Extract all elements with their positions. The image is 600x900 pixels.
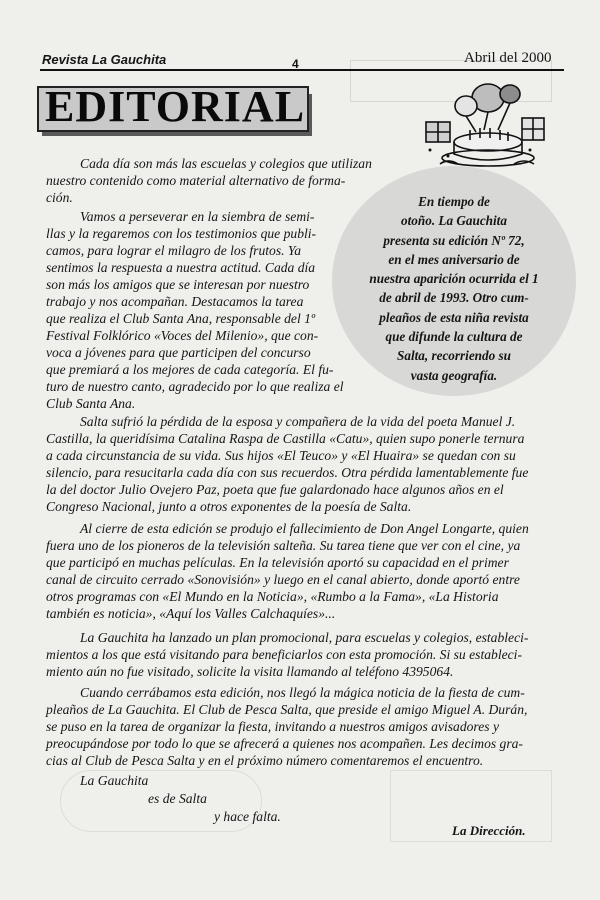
body-line: fuera uno de los pioneros de la televisión salteña. Su tarea tiene que ver con el cine, ya [46, 538, 521, 553]
sidebar-line: en el mes aniversario de [388, 251, 520, 267]
closing-line: La Gauchita [80, 773, 149, 788]
body-line: se puso en la tarea de organizar la fiesta, invitando a nuestros amigos avisadores y [46, 719, 499, 734]
body-line: nuestro contenido como material alternativo de forma- [46, 173, 346, 188]
body-line: la del doctor Julio Ovejero Paz, poeta que fue galardonado hace algunos años en el [46, 482, 504, 497]
body-line: voca a jóvenes para que participen del concurso [46, 345, 311, 360]
body-line: ción. [46, 190, 73, 205]
issue-date: Abril del 2000 [464, 50, 552, 66]
closing-line: y hace falta. [214, 809, 281, 824]
header-rule [40, 69, 564, 71]
body-line: también es noticia», «Aquí los Valles Calchaquíes»... [46, 606, 336, 621]
body-line: Festival Folklórico «Voces del Milenio», que con- [46, 328, 319, 343]
body-line: que premiará a los mejores de cada categoría. El fu- [46, 362, 334, 377]
body-line: son más los amigos que se interesan por nuestro [46, 277, 310, 292]
sidebar-line: pleaños de esta niña revista [379, 309, 529, 325]
body-line: Vamos a perseverar en la siembra de semi- [80, 209, 315, 224]
closing-line: es de Salta [148, 791, 207, 806]
body-line: que participó en muchas películas. En la televisión aportó su capacidad en el primer [46, 555, 509, 570]
body-line: preocupándose por todo lo que se afrecerá a quienes nos acompañen. Les decimos gra- [46, 736, 523, 751]
body-line: Salta sufrió la pérdida de la esposa y compañera de la vida del poeta Manuel J. [80, 414, 516, 429]
birthday-cake-icon [418, 80, 550, 168]
sidebar-line: que difunde la cultura de [385, 329, 523, 345]
body-line: Castilla, la queridísima Catalina Raspa de Castilla «Catu», quien supo ponerle ternura [46, 431, 525, 446]
page-number: 4 [292, 57, 299, 71]
signature: La Dirección. [452, 823, 526, 838]
body-line: llas y la regaremos con los testimonios que publi- [46, 226, 317, 241]
page-title: EDITORIAL [45, 82, 306, 131]
body-line: Cuando cerrábamos esta edición, nos llegó la mágica noticia de la fiesta de cum- [80, 685, 525, 700]
body-line: Cada día son más las escuelas y colegios que utilizan [80, 156, 372, 171]
sidebar-line: Salta, recorriendo su [397, 348, 511, 364]
body-line: silencio, para resucitarla cada día con sus recuerdos. Otra pérdida lamentablemente fue [46, 465, 529, 480]
body-line: turo de nuestro canto, agradecido por lo que realiza el [46, 379, 344, 394]
sidebar-line: nuestra aparición ocurrida el 1 [369, 271, 539, 287]
sidebar-line: de abril de 1993. Otro cum- [379, 290, 529, 306]
body-line: trabajo y nos acompañan. Destacamos la tarea [46, 294, 304, 309]
body-line: Club Santa Ana. [46, 396, 136, 411]
sidebar-line: presenta su edición Nº 72, [383, 232, 525, 248]
body-line: mientos a los que está visitando para beneficiarlos con esta promoción. Si su estableci- [46, 647, 522, 662]
sidebar-line: vasta geografía. [410, 367, 498, 383]
sidebar-line: otoño. La Gauchita [401, 213, 507, 229]
body-line: a cada circunstancia de su vida. Sus hijos «El Teuco» y «El Huaira» se quedan con su [46, 448, 516, 463]
body-line: camos, para lograr el milagro de los frutos. Ya [46, 243, 302, 258]
body-line: Al cierre de esta edición se produjo el fallecimiento de Don Angel Longarte, quien [80, 521, 529, 536]
body-line: canal de circuito cerrado «Sonovisión» y luego en el canal abierto, donde aportó entre [46, 572, 520, 587]
sidebar-note [336, 192, 572, 385]
magazine-name: Revista La Gauchita [42, 52, 167, 67]
sidebar-line: En tiempo de [418, 194, 490, 209]
body-line: cias al Club de Pesca Salta y en el próximo número comentaremos el encuentro. [46, 753, 484, 768]
body-line: otros programas con «El Mundo en la Noticia», «Rumbo a la Fama», «La Historia [46, 589, 499, 604]
body-line: La Gauchita ha lanzado un plan promocional, para escuelas y colegios, estableci- [80, 630, 529, 645]
body-line: miento aún no fue visitado, solicite la visita llamando al teléfono 4395064. [46, 664, 454, 679]
body-line: que realiza el Club Santa Ana, responsable del 1º [46, 311, 316, 326]
body-line: Congreso Nacional, junto a otros exponentes de la poesía de Salta. [46, 499, 412, 514]
body-line: pleaños de La Gauchita. El Club de Pesca Salta, que preside el amigo Miguel A. Durán, [46, 702, 528, 717]
body-line: sentimos la respuesta a nuestra actitud. Cada día [46, 260, 316, 275]
